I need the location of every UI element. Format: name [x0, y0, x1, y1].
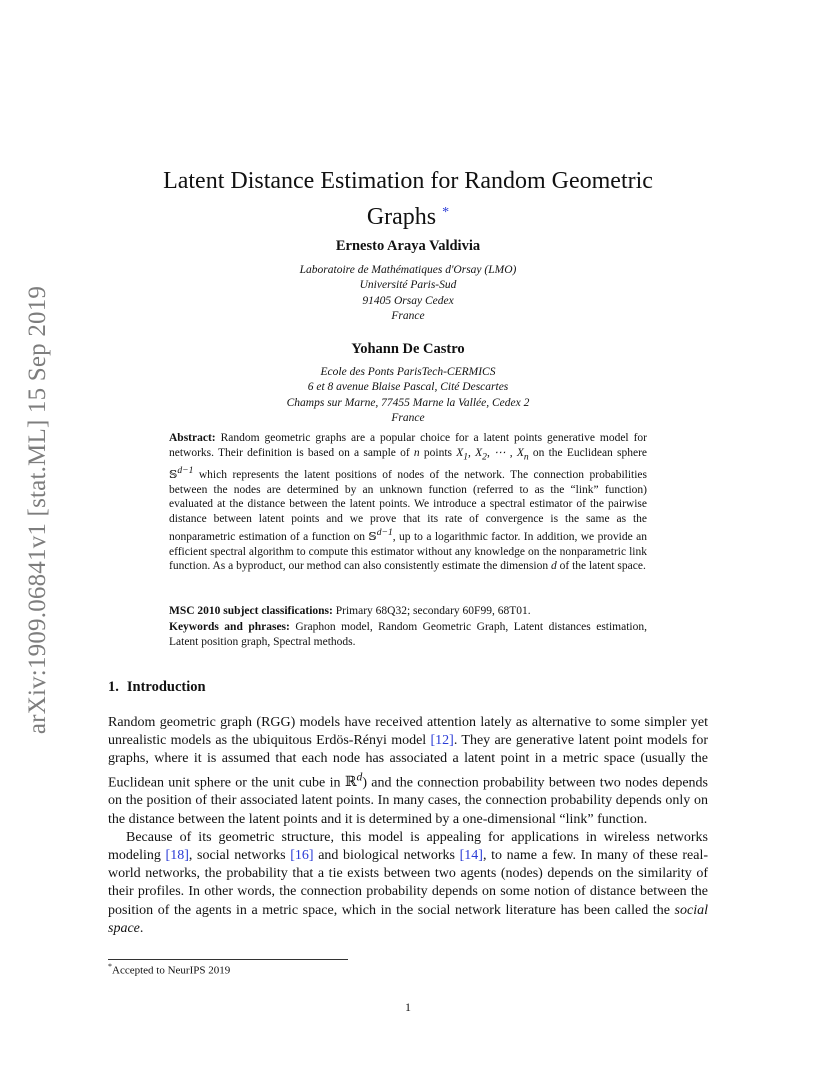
- paragraph-text: Because of its geometric structure, this model is appealing for applications in wireless networks modeling: [108, 829, 708, 864]
- affiliation-line: Ecole des Ponts ParisTech-CERMICS: [320, 366, 496, 378]
- math-real: [344, 770, 363, 791]
- citation-link[interactable]: [16]: [290, 848, 314, 864]
- author-1-name: Ernesto Araya Valdivia: [335, 238, 481, 254]
- author-2-affiliation: [108, 365, 708, 426]
- msc-label: MSC 2010 subject classifications:: [169, 605, 333, 617]
- title-line-2: [108, 197, 708, 233]
- paragraph-text: , to name a few. In many of these real-world networks, the probability that a tie exists between two agents (nodes) depends on the similarity of their profiles. In other words, the connection probability depends on some notion of distance between the position of the agents in a metric space, which in the social network literature has been called the: [108, 848, 709, 918]
- affiliation-line: 6 et 8 avenue Blaise Pascal, Cité Descartes: [307, 381, 509, 394]
- paragraph-text: ) and the connection probability between two nodes depends on the position of their associated latent points. In many cases, the connection probability depends only on the distance between the latent points and it is determined by a one-dimensional “link” function.: [108, 775, 709, 827]
- paragraph-2: [108, 829, 708, 938]
- title-line-1: Latent Distance Estimation for Random Geometric: [163, 168, 653, 194]
- keywords: [169, 620, 647, 649]
- affiliation-line: 91405 Orsay Cedex: [362, 294, 454, 307]
- title-footnote-link[interactable]: *: [442, 205, 450, 220]
- paragraph-text: and biological networks: [313, 848, 460, 864]
- math-sphere-exponent: d−1: [177, 465, 194, 477]
- math-sphere-exponent: d−1: [376, 527, 393, 539]
- affiliation-line: Université Paris-Sud: [359, 279, 457, 292]
- affiliation-line: Champs sur Marne, 77455 Marne la Vallée, Cedex 2: [286, 396, 530, 409]
- math-sphere: [169, 465, 194, 482]
- paragraph-text: .: [139, 920, 144, 936]
- abstract-text: , up to a logarithmic factor. In addition, we provide an efficient spectral algorithm to compute this estimator without any knowledge on the nonparametric link function. As a byproduct, our method can also consistently estimate the dimension: [169, 531, 647, 573]
- math-points-symbol: X: [475, 446, 483, 459]
- footnote-text: Accepted to NeurIPS 2019: [112, 964, 231, 977]
- math-points: $X_1$, $X_2$, ⋯ , $X_n$: [456, 446, 529, 462]
- citation-link[interactable]: [14]: [459, 848, 483, 864]
- paragraph-1: [108, 714, 708, 829]
- section-number: 1.: [108, 679, 119, 695]
- footnote-mark: *: [108, 962, 112, 971]
- citation-link[interactable]: [12]: [430, 733, 454, 749]
- math-points-symbol: X: [516, 446, 524, 459]
- math-real-exponent: d: [356, 770, 363, 784]
- arxiv-stamp: [2, 240, 74, 780]
- paper-title: [108, 166, 708, 233]
- math-points-symbol: X: [456, 446, 464, 459]
- keywords-text: Graphon model, Random Geometric Graph, Latent distances estimation, Latent position graph, Spectral methods.: [169, 621, 647, 648]
- section-title: Introduction: [126, 679, 206, 695]
- abstract-label: Abstract:: [169, 432, 216, 444]
- intro-body: [108, 714, 708, 938]
- author-2-name: Yohann De Castro: [351, 341, 465, 357]
- paragraph-text: , social networks: [188, 848, 291, 864]
- abstract-text: which represents the latent positions of nodes of the network. The connection probabilities between the nodes are determined by an unknown function (referred to as the “link” function) evaluated at the distance between the latent points. We introduce a spectral estimator of the pairwise distance between latent points and we prove that its rate of convergence is the same as the nonparametric estimation of a function on: [169, 469, 647, 544]
- math-sphere: [368, 527, 393, 544]
- emphasis-social-space: social space: [108, 902, 708, 936]
- math-n: n: [413, 446, 420, 459]
- abstract: [169, 431, 647, 574]
- affiliation-line: Laboratoire de Mathématiques d'Orsay (LMO): [299, 264, 517, 276]
- affiliation-line: France: [391, 309, 425, 322]
- abstract-text: on the Euclidean sphere: [528, 446, 648, 459]
- paragraph-text: . They are generative latent point models for graphs, where it is assumed that each node has associated a latent point in a metric space (usually the Euclidean unit sphere or the unit cube in: [108, 733, 708, 791]
- title-line-2-text: Graphs: [366, 204, 437, 230]
- author-1-affiliation: [108, 263, 708, 324]
- paragraph-text: Random geometric graph (RGG) models have received attention lately as alternative to some simpler yet unrealistic models as the ubiquitous Erdös-Rényi model: [108, 715, 708, 749]
- affiliation-line: France: [391, 411, 425, 424]
- page-number: 1: [405, 1000, 411, 1014]
- msc-classifications: [169, 604, 647, 619]
- section-heading: [108, 679, 206, 696]
- msc-text: Primary 68Q32; secondary 60F99, 68T01.: [332, 605, 531, 617]
- footnote-divider: [108, 959, 348, 960]
- math-sphere-symbol: 𝕊: [368, 531, 377, 544]
- abstract-text: points: [419, 446, 457, 459]
- abstract-text: of the latent space.: [556, 560, 646, 573]
- footnote: [108, 962, 230, 977]
- abstract-text: Random geometric graphs are a popular choice for a latent points generative model for networks. Their definition is based on a sample of: [169, 432, 647, 459]
- keywords-label: Keywords and phrases:: [169, 621, 290, 633]
- math-d: d: [550, 560, 557, 573]
- math-real-symbol: ℝ: [344, 775, 357, 791]
- arxiv-stamp-text: arXiv:1909.06841v1 [stat.ML] 15 Sep 2019: [24, 285, 52, 735]
- citation-link[interactable]: [18]: [165, 848, 189, 864]
- math-sphere-symbol: 𝕊: [169, 469, 178, 482]
